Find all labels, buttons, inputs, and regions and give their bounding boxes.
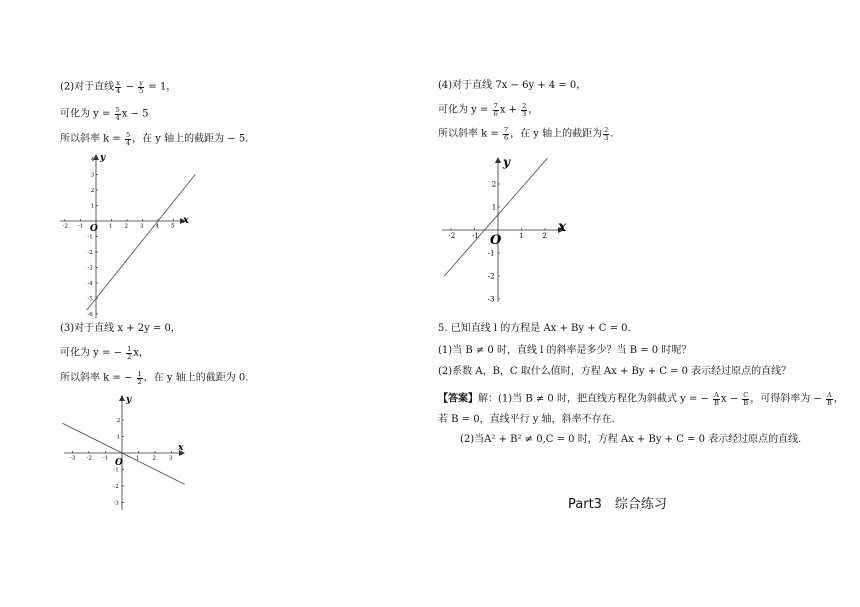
graph-1-y-tick-label: -4 — [87, 280, 93, 287]
graph-2-y-tick-label: -3 — [113, 500, 119, 507]
item-3-transform: 可化为 y = − $\frac{1}{2}$ x， — [60, 345, 149, 361]
graph-2-y-tick-label: -2 — [113, 483, 119, 490]
graph-2-y-tick-label: 2 — [116, 417, 121, 424]
graph-1-x-tick-label: 5 — [171, 223, 175, 230]
answer-line-1: 【答案】解：(1)当 B ≠ 0 时，把直线方程化为斜截式 y = − $\frac{A}{B}$ x − $\frac{C}{B}$ ，可得斜率为 − $\frac{A}{B}$ ， — [438, 391, 844, 407]
item-4-transform: 可化为 y = $\frac{7}{6}$ x + $\frac{2}{3}$ ， — [438, 102, 539, 118]
graph-1-y-label: y — [100, 153, 106, 163]
graph-2-origin: O — [115, 458, 123, 468]
graph-1-x-tick-label: 1 — [109, 223, 113, 230]
graph-2-x-tick-label: 1 — [136, 455, 140, 462]
graph-1-y-tick-label: -5 — [87, 296, 93, 303]
graph-3-x-label: x — [558, 219, 567, 235]
item-4-equation: (4)对于直线 7x − 6y + 4 = 0， — [438, 80, 587, 91]
graph-3-x-tick-label: -1 — [472, 232, 479, 240]
graph-2-y-tick-label: 1 — [116, 434, 121, 441]
item-2-equation: (2)对于直线 $\frac{x}{4}$ − $\frac{y}{5}$ = 1， — [60, 79, 177, 95]
item-4-result: 所以斜率 k = $\frac{7}{6}$ ，在 y 轴上的截距为 $\frac{2}{3}$ ． — [438, 126, 621, 142]
graph-1-origin: O — [90, 224, 98, 234]
graph-2 — [56, 390, 196, 515]
graph-3-x-tick-label: 1 — [519, 232, 524, 240]
item-2-transform: 可化为 y = $\frac{5}{4}$ x − 5 — [60, 106, 149, 122]
graph-1-y-tick-label: 3 — [90, 172, 95, 179]
graph-1-x-tick-label: 3 — [140, 223, 144, 230]
graph-1-x-label: x — [183, 215, 189, 226]
item-3-equation: (3)对于直线 x + 2y = 0， — [60, 323, 181, 334]
graph-2-x-tick-label: 3 — [169, 455, 173, 462]
graph-3-y-tick-label: -1 — [487, 249, 495, 258]
graph-1 — [56, 150, 206, 322]
graph-1-y-tick-label: -3 — [87, 265, 93, 272]
section-heading: Part3 综合练习 — [568, 497, 667, 512]
graph-3-y-tick-label: -3 — [487, 295, 495, 304]
graph-1-x-tick-label: -1 — [78, 223, 84, 230]
graph-1-x-tick-label: -2 — [62, 223, 68, 230]
answer-line-3: (2)当A² + B² ≠ 0,C = 0 时，方程 Ax + By + C = 0 表示经过原点的直线． — [460, 434, 809, 445]
graph-1-y-tick-label: 2 — [90, 187, 95, 194]
graph-3-y-tick-label: 2 — [491, 180, 497, 189]
graph-2-y-label: y — [126, 395, 132, 405]
graph-3-x-tick-label: 2 — [542, 232, 547, 240]
graph-2-x-tick-label: 2 — [152, 455, 156, 462]
graph-3-y-tick-label: -2 — [487, 272, 495, 281]
graph-3-line — [444, 158, 547, 276]
graph-1-x-tick-label: 2 — [124, 223, 128, 230]
graph-1-line — [87, 175, 196, 311]
graph-2-line — [63, 423, 185, 484]
graph-3-y-label: y — [503, 155, 510, 169]
graph-1-y-tick-label: 1 — [90, 203, 95, 210]
graph-1-x-tick-label: 4 — [155, 223, 159, 230]
question-5-part-2: (2)系数 A，B，C 取什么值时，方程 Ax + By + C = 0 表示经过原点的直线？ — [438, 366, 792, 377]
graph-2-x-tick-label: -2 — [86, 455, 92, 462]
graph-1-y-tick-label: -6 — [87, 311, 93, 318]
item-3-result: 所以斜率 k = − $\frac{1}{2}$ ，在 y 轴上的截距为 0． — [60, 370, 256, 386]
graph-2-x-tick-label: -3 — [70, 455, 76, 462]
graph-3 — [434, 152, 574, 304]
graph-2-x-label: x — [178, 443, 184, 453]
graph-1-y-tick-label: 4 — [90, 156, 95, 163]
graph-1-y-tick-label: -1 — [87, 234, 93, 241]
answer-line-2: 若 B = 0，直线平行 y 轴，斜率不存在． — [438, 414, 622, 425]
graph-3-origin: O — [490, 233, 502, 248]
graph-1-y-tick-label: -2 — [87, 249, 93, 256]
question-5-part-1: (1)当 B ≠ 0 时，直线 l 的斜率是多少？当 B = 0 时呢？ — [438, 345, 692, 356]
question-5: 5. 已知直线 l 的方程是 Ax + By + C = 0． — [438, 323, 638, 334]
graph-3-x-tick-label: -2 — [448, 232, 456, 240]
item-2-result: 所以斜率 k = $\frac{5}{4}$ ，在 y 轴上的截距为 − 5． — [60, 131, 256, 147]
graph-3-y-tick-label: 1 — [491, 203, 497, 212]
graph-2-x-tick-label: -1 — [103, 455, 109, 462]
graph-2-y-tick-label: -1 — [113, 467, 119, 474]
